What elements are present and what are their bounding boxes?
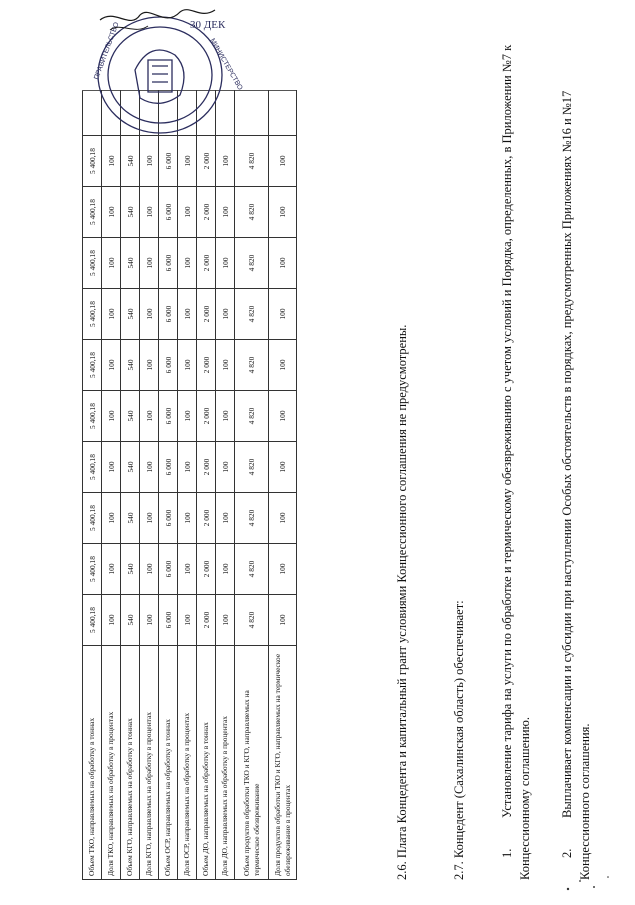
table-cell: 6 000 <box>159 595 178 646</box>
table-cell: 540 <box>121 187 140 238</box>
table-cell: 100 <box>269 187 297 238</box>
table-cell: 100 <box>102 595 121 646</box>
table-cell: 100 <box>140 187 159 238</box>
table-cell: 5 400,18 <box>83 238 102 289</box>
table-cell: 4 820 <box>235 595 269 646</box>
table-cell: 100 <box>269 595 297 646</box>
table-row <box>216 91 235 880</box>
table-cell: 2 000 <box>197 238 216 289</box>
table-cell: 100 <box>269 238 297 289</box>
table-cell: 5 400,18 <box>83 391 102 442</box>
table-cell: 100 <box>269 136 297 187</box>
table-cell: 100 <box>102 136 121 187</box>
table-row <box>102 91 121 880</box>
row-label: Доля КГО, направляемых на обработку в процентах <box>140 646 159 880</box>
table-cell: 6 000 <box>159 493 178 544</box>
table-cell: 2 000 <box>197 493 216 544</box>
table-cell: 5 400,18 <box>83 595 102 646</box>
table-cell: 540 <box>121 493 140 544</box>
row-label: Объем ОСР, направляемых на обработку в тоннах <box>159 646 178 880</box>
table-cell: 2 000 <box>197 136 216 187</box>
table-cell: 100 <box>178 238 197 289</box>
table-cell: 4 820 <box>235 136 269 187</box>
list-item <box>558 20 594 880</box>
table-cell: 100 <box>269 289 297 340</box>
table-row <box>235 91 269 880</box>
official-stamp <box>40 0 244 140</box>
table-cell: 100 <box>102 544 121 595</box>
table-cell: 100 <box>178 136 197 187</box>
table-cell: 100 <box>102 340 121 391</box>
table-cell: 100 <box>140 391 159 442</box>
table-cell: 100 <box>102 187 121 238</box>
table-cell: 540 <box>121 289 140 340</box>
row-label: Доля продуктов обработки ТКО и КГО, направляемых на термическое обезвреживание в процентах <box>269 646 297 880</box>
list-item <box>498 20 534 880</box>
table-cell: 100 <box>216 442 235 493</box>
table-cell: 540 <box>121 238 140 289</box>
table-cell: 6 000 <box>159 238 178 289</box>
table-cell: 6 000 <box>159 187 178 238</box>
table-cell: 6 000 <box>159 136 178 187</box>
table-cell: 5 400,18 <box>83 442 102 493</box>
table-cell: 4 820 <box>235 238 269 289</box>
table-row <box>121 91 140 880</box>
table-cell-empty <box>235 91 269 136</box>
item-number: 1. <box>500 848 514 858</box>
table-cell: 100 <box>102 391 121 442</box>
table-cell: 540 <box>121 595 140 646</box>
svg-text:МИНИСТЕРСТВО: МИНИСТЕРСТВО <box>208 37 244 92</box>
table-cell: 5 400,18 <box>83 340 102 391</box>
table-cell: 6 000 <box>159 442 178 493</box>
section-2-6: 2.6. Плата Концедента и капитальный грант условиями Концессионного соглашения не предусмотрены. <box>395 324 409 880</box>
table-cell: 100 <box>216 238 235 289</box>
row-label: Объем ТКО, направляемых на обработку в тоннах <box>83 646 102 880</box>
table-cell: 100 <box>140 493 159 544</box>
table-row <box>159 91 178 880</box>
table-cell: 100 <box>102 238 121 289</box>
table-cell: 2 000 <box>197 442 216 493</box>
table-cell: 100 <box>178 391 197 442</box>
item-text: Выплачивает компенсации и субсидии при наступлении Особых обстоятельств в порядках, предусмотренных Приложениях №16 и №17 Концессионного соглашения. <box>560 90 592 880</box>
table-cell: 5 400,18 <box>83 187 102 238</box>
table-cell-empty <box>269 91 297 136</box>
row-label: Доля ТКО, направляемых на обработку в процентах <box>102 646 121 880</box>
table-cell: 100 <box>178 442 197 493</box>
table-cell: 2 000 <box>197 289 216 340</box>
table-cell: 100 <box>216 544 235 595</box>
table-cell: 100 <box>269 340 297 391</box>
table-cell: 100 <box>216 493 235 544</box>
table-cell: 4 820 <box>235 289 269 340</box>
table-cell: 6 000 <box>159 544 178 595</box>
table-cell: 4 820 <box>235 544 269 595</box>
table-cell: 100 <box>216 187 235 238</box>
table-cell: 100 <box>178 289 197 340</box>
table-cell: 100 <box>178 595 197 646</box>
table-cell: 100 <box>140 340 159 391</box>
table-cell: 540 <box>121 391 140 442</box>
table-cell: 100 <box>178 340 197 391</box>
table-cell: 100 <box>178 544 197 595</box>
table-cell: 100 <box>216 289 235 340</box>
section-2-7: 2.7. Концедент (Сахалинская область) обеспечивает: <box>452 600 466 880</box>
table-cell: 100 <box>140 289 159 340</box>
table-cell: 100 <box>269 442 297 493</box>
table-cell: 5 400,18 <box>83 136 102 187</box>
table-cell: 100 <box>102 289 121 340</box>
table-cell: 100 <box>216 595 235 646</box>
scan-specks <box>560 865 620 895</box>
table-cell: 100 <box>269 544 297 595</box>
table-cell: 100 <box>140 442 159 493</box>
table-cell: 100 <box>140 595 159 646</box>
indicators-table <box>82 90 297 880</box>
table-cell: 100 <box>178 493 197 544</box>
svg-text:ПРАВИТЕЛЬСТВО: ПРАВИТЕЛЬСТВО <box>93 21 121 81</box>
table-cell: 4 820 <box>235 391 269 442</box>
table-cell: 2 000 <box>197 340 216 391</box>
table-row <box>197 91 216 880</box>
table-cell: 6 000 <box>159 391 178 442</box>
table-cell: 2 000 <box>197 391 216 442</box>
table-row <box>83 91 102 880</box>
row-label: Объем продуктов обработки ТКО и КГО, направляемых на термическое обезвреживание <box>235 646 269 880</box>
table-cell: 540 <box>121 544 140 595</box>
table-cell: 5 400,18 <box>83 544 102 595</box>
table-cell: 100 <box>269 493 297 544</box>
table-row <box>178 91 197 880</box>
table-cell: 540 <box>121 136 140 187</box>
table-cell: 100 <box>140 238 159 289</box>
table-cell: 4 820 <box>235 187 269 238</box>
item-number: 2. <box>560 848 574 858</box>
table-cell: 2 000 <box>197 595 216 646</box>
table-cell: 100 <box>102 493 121 544</box>
row-label: Объем КГО, направляемых на обработку в тоннах <box>121 646 140 880</box>
table-cell: 6 000 <box>159 289 178 340</box>
table-cell: 100 <box>269 391 297 442</box>
row-label: Доля ОСР, направляемых на обработку в процентах <box>178 646 197 880</box>
table-cell: 100 <box>102 442 121 493</box>
table-cell: 100 <box>140 544 159 595</box>
row-label: Объем ДО, направляемых на обработку в тоннах <box>197 646 216 880</box>
table-row <box>140 91 159 880</box>
table-cell: 540 <box>121 340 140 391</box>
table-cell: 540 <box>121 442 140 493</box>
table-cell: 4 820 <box>235 493 269 544</box>
table-cell: 4 820 <box>235 340 269 391</box>
table-cell: 2 000 <box>197 544 216 595</box>
item-text: Установление тарифа на услуги по обработке и термическому обезвреживанию с учетом условий и Порядка, определенных, в Приложении №7 к Концессионному соглашению. <box>500 44 532 880</box>
stamp-date: 30 ДЕК <box>190 19 226 31</box>
table-cell: 5 400,18 <box>83 289 102 340</box>
table-cell: 4 820 <box>235 442 269 493</box>
table-cell: 100 <box>140 136 159 187</box>
table-cell: 5 400,18 <box>83 493 102 544</box>
table-row <box>269 91 297 880</box>
table-cell: 100 <box>216 136 235 187</box>
table-cell: 100 <box>216 340 235 391</box>
table-cell: 100 <box>216 391 235 442</box>
table-cell: 100 <box>178 187 197 238</box>
table-cell: 6 000 <box>159 340 178 391</box>
row-label: Доля ДО, направляемых на обработку в процентах <box>216 646 235 880</box>
table-cell: 2 000 <box>197 187 216 238</box>
